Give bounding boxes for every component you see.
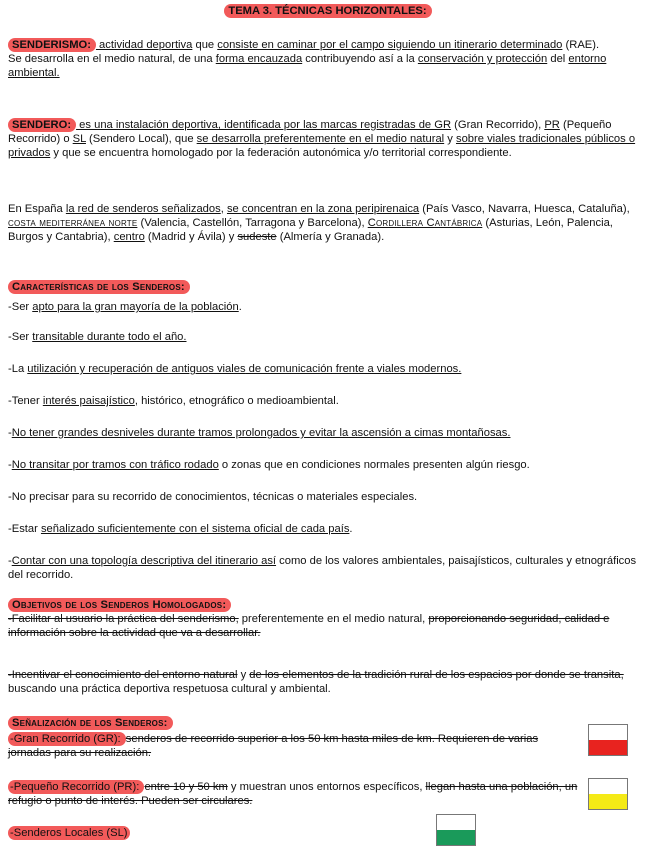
text: se concentran en la zona peripirenaica [226,203,420,215]
text: -Senderos Locales (SL) [10,827,128,839]
text: forma encauzada [215,53,303,65]
text: y [237,669,250,681]
text: -Tener [8,395,43,407]
text: -La [8,363,28,375]
text: . [349,523,353,535]
text: sudeste [237,231,277,243]
text: Se desarrolla en el medio natural, de una [8,53,216,65]
sendero-term: SENDERO: [8,118,76,132]
characteristics-item [8,394,640,408]
text: -Incentivar el conocimiento del entorno natural [8,669,238,681]
text: (Gran Recorrido), [451,119,545,131]
text: es una instalación deportiva, identificada por las marcas registradas de GR [76,119,452,131]
text: No transitar por tramos con tráfico rodado [11,459,219,471]
text: de los elementos de la tradición rural de los espacios por donde se transita, [249,669,624,681]
text: -Estar [8,523,41,535]
text: Cordillera Cantábrica [367,217,483,229]
text: conservación y protección [417,53,548,65]
sl-paragraph [8,826,408,840]
objectives-section [8,598,640,640]
senderismo-definition [8,38,640,80]
text: -Facilitar al usuario la práctica del senderismo, [8,613,239,625]
page-title [0,4,656,18]
text: entorno ambiental. [8,53,607,79]
gr-flag-icon [588,724,628,756]
characteristics-heading: Características de los Senderos: [8,280,190,294]
text: llegan hasta una población, un refugio o punto de interés. Pueden ser circulares. [8,781,578,807]
text: preferentemente en el medio natural, [238,613,429,625]
text: (Asturias, León, Palencia, Burgos y Cantabria), [8,217,613,243]
text: y muestran unos entornos específicos, [227,781,426,793]
text: (Madrid y Ávila) y [144,231,238,243]
text: que [192,39,218,51]
text: centro [113,231,145,243]
objectives-heading: Objetivos de los Senderos Homologados: [8,598,231,612]
characteristics-item [8,522,640,536]
text: . [238,301,242,313]
text: buscando una práctica deportiva respetuosa cultural y ambiental. [8,683,331,695]
text: (Valencia, Castellón, Tarragona y Barcelona), [137,217,368,229]
text: y que se encuentra homologado por la federación autonómica y/o territorial correspondiente. [50,147,512,159]
text: senderos de recorrido superior a los 50 km hasta miles de km. Requieren de varias jornadas para su realización. [8,733,539,759]
text: - [8,427,12,439]
text: PR [544,119,560,131]
text: de comunicación frente a viales modernos. [245,363,462,375]
text: SL [72,133,86,145]
text: (País Vasco, Navarra, Huesca, Cataluña), [419,203,630,215]
text: consiste en caminar por el campo siguiendo un itinerario determinado [217,39,563,51]
text: (Almería y Granada). [276,231,385,243]
text: costa mediterránea norte [8,217,138,229]
text: (Pequeño Recorrido) o [8,119,612,145]
pr-flag-icon [588,778,628,810]
text: actividad deportiva [95,39,193,51]
characteristics-item [8,362,640,376]
characteristics-item [8,554,640,582]
signage-section [8,716,640,730]
pr-paragraph [8,780,578,808]
text: entre 10 y 50 km [144,781,228,793]
text: utilización y recuperación de antiguos viales [27,363,246,375]
text: (Sendero Local), que [85,133,197,145]
characteristics-item [8,300,640,314]
text: No tener grandes desniveles durante tramos prolongados y evitar la ascensión a cimas montañosas. [11,427,511,439]
text: -No precisar para su recorrido de conocimientos, técnicas o materiales especiales. [8,491,418,503]
text: como de los valores ambientales, paisajísticos, culturales y etnográficos del recorrido. [8,555,637,581]
characteristics-item [8,426,640,440]
text: proporcionando seguridad, calidad e información sobre la actividad que va a desarrollar. [8,613,610,639]
text: (RAE). [562,39,600,51]
characteristics-item [8,330,640,344]
characteristics-item [8,490,640,504]
text: - [8,555,12,567]
gr-paragraph [8,732,578,760]
text: la red de senderos señalizados [65,203,221,215]
signage-heading: Señalización de los Senderos: [8,716,173,730]
objectives-paragraph [8,668,640,696]
text: -Pequeño Recorrido (PR): [10,781,143,793]
text: del [547,53,569,65]
text: , [220,203,227,215]
sl-flag-icon [436,814,476,846]
title-highlight: TEMA 3. TÉCNICAS HORIZONTALES: [224,4,431,18]
text: -Ser [8,331,33,343]
text: apto para la gran mayoría de la población [32,301,239,313]
text: y [444,133,456,145]
characteristics-section [8,280,640,294]
text: - [8,459,12,471]
text: señalizado suficientemente con el sistema oficial de cada país [40,523,350,535]
text: sobre viales tradicionales públicos o privados [8,133,636,159]
characteristics-item [8,458,640,472]
text: -Gran Recorrido (GR): [10,733,124,745]
text: -Ser [8,301,33,313]
senderismo-term: SENDERISMO: [8,38,96,52]
text: Contar con una topología descriptiva del itinerario así [11,555,277,567]
text: interés paisajístico [42,395,135,407]
text: , histórico, etnográfico o medioambiental. [134,395,339,407]
text: En España [8,203,66,215]
text: transitable durante todo el año. [32,331,187,343]
text: se desarrolla preferentemente en el medio natural [196,133,445,145]
text: contribuyendo así a la [302,53,418,65]
spain-network-paragraph [8,202,640,244]
text: o zonas que en condiciones normales presenten algún riesgo. [218,459,530,471]
sendero-definition [8,118,640,160]
